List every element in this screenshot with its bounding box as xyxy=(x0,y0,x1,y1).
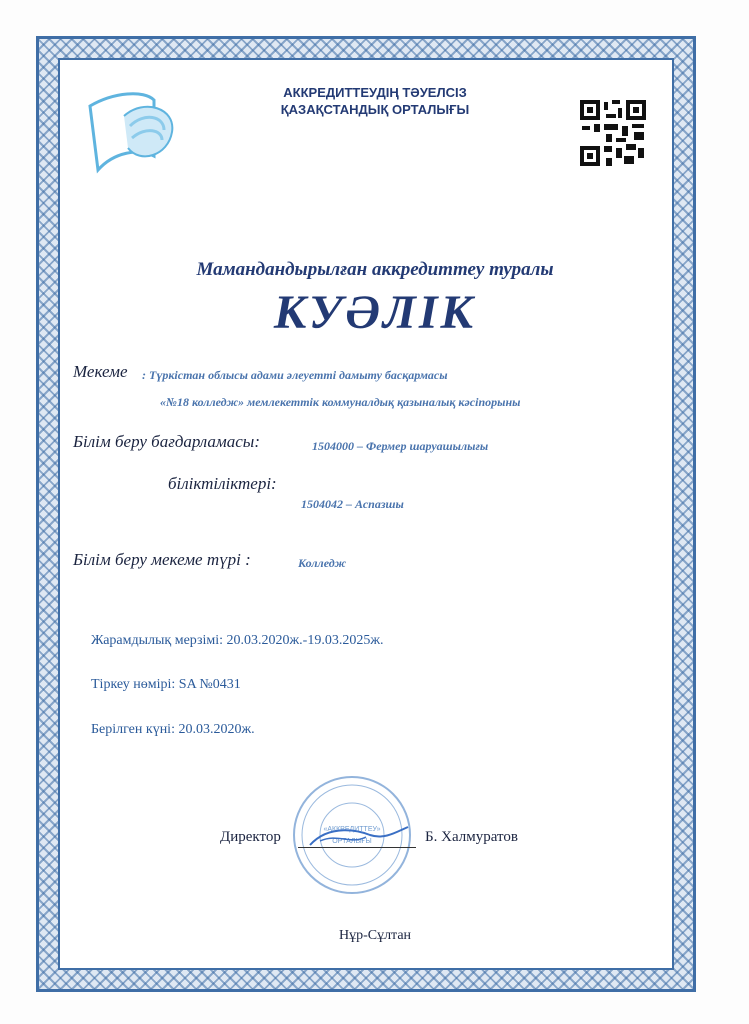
qr-code xyxy=(578,98,648,168)
program-label: Білім беру бағдарламасы: xyxy=(73,432,260,451)
institution-value-2: «№18 колледж» мемлекеттік коммуналдық қазыналық кәсіпорыны xyxy=(160,395,521,409)
institution-type-value: Колледж xyxy=(298,556,347,570)
institution-value-1: : Түркістан облысы адами әлеуетті дамыту басқармасы xyxy=(142,368,448,382)
registration-number: Тіркеу нөмірі: SA №0431 xyxy=(91,677,241,692)
signature-name: Б. Халмуратов xyxy=(425,829,518,845)
stamp-text-2: ОРТАЛЫҒЫ xyxy=(332,838,372,845)
certificate-title: КУӘЛІК xyxy=(273,286,477,339)
stamp-text-1: «АККРЕДИТТЕУ» xyxy=(323,826,381,833)
org-line-1: АККРЕДИТТЕУДІҢ ТӘУЕЛСІЗ xyxy=(283,85,467,100)
validity-period: Жарамдылық мерзімі: 20.03.2020ж.-19.03.2025ж. xyxy=(91,633,384,648)
organization-logo xyxy=(84,86,180,180)
institution-label: Мекеме xyxy=(73,362,128,381)
program-value: 1504000 – Фермер шаруашылығы xyxy=(312,439,489,453)
official-stamp xyxy=(290,773,414,897)
issue-date: Берілген күні: 20.03.2020ж. xyxy=(91,722,255,737)
qualifications-value: 1504042 – Аспазшы xyxy=(301,497,404,511)
signature-line xyxy=(298,847,416,848)
institution-type-label: Білім беру мекеме түрі : xyxy=(73,550,251,569)
signature-position: Директор xyxy=(220,829,281,845)
qualifications-label: біліктіліктері: xyxy=(168,474,277,493)
org-line-2: ҚАЗАҚСТАНДЫҚ ОРТАЛЫҒЫ xyxy=(280,102,470,117)
certificate-subtitle: Мамандандырылған аккредиттеу туралы xyxy=(196,259,554,280)
issue-city: Нұр-Сұлтан xyxy=(338,928,412,943)
organization-name xyxy=(240,84,510,118)
